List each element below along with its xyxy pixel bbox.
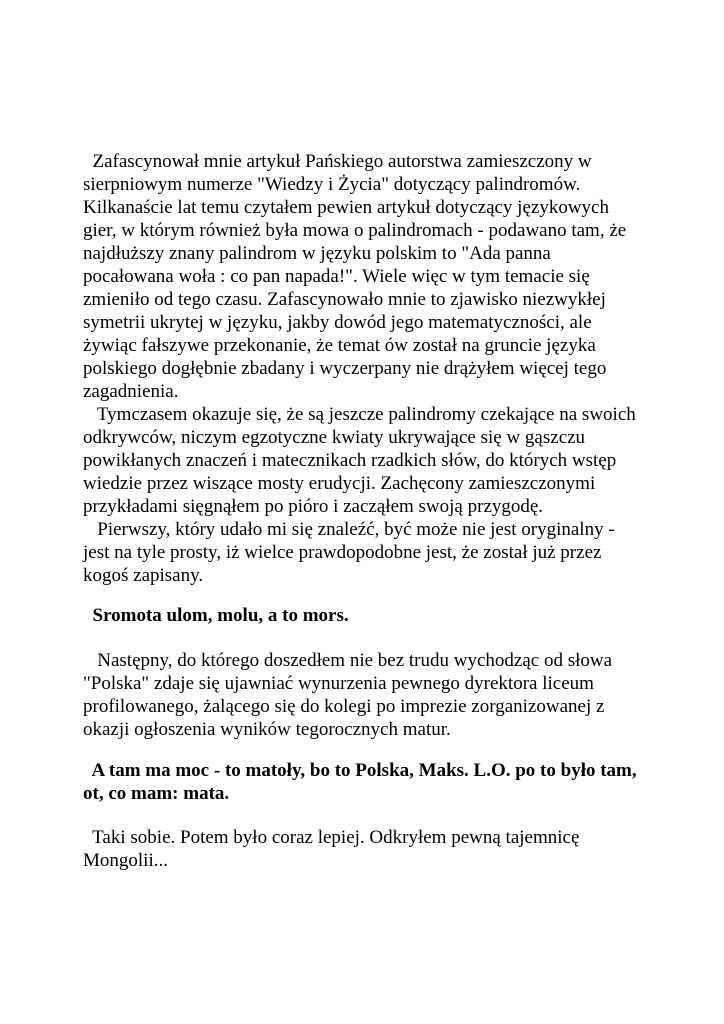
paragraph-2-line: odkrywców, niczym egzotyczne kwiaty ukrywające się w gąszczu — [83, 427, 586, 448]
paragraph-2-line: powikłanych znaczeń i matecznikach rzadkich słów, do których wstęp — [83, 450, 617, 471]
paragraph-2-line: Tymczasem okazuje się, że są jeszcze palindromy czekające na swoich — [83, 404, 636, 425]
palindrome-2-line: A tam ma moc - to matoły, bo to Polska, Maks. L.O. po to było tam, — [83, 760, 637, 781]
paragraph-4-line: profilowanego, żalącego się do kolegi po imprezie zorganizowanej z — [83, 696, 605, 717]
paragraph-1-line: Zafascynował mnie artykuł Pańskiego autorstwa zamieszczony w — [83, 151, 592, 172]
paragraph-1-line: najdłuższy znany palindrom w języku polskim to "Ada panna — [83, 243, 551, 264]
closing-line: Taki sobie. Potem było coraz lepiej. Odkryłem pewną tajemnicę — [83, 827, 580, 848]
paragraph-2-line: przykładami sięgnąłem po pióro i zacząłem swoją przygodę. — [83, 496, 544, 517]
paragraph-1-line: symetrii ukrytej w języku, jakby dowód jego matematyczności, ale — [83, 312, 592, 333]
paragraph-1-line: zagadnienia. — [83, 381, 179, 402]
paragraph-1-line: polskiego dogłębnie zbadany i wyczerpany nie drążyłem więcej tego — [83, 358, 607, 379]
paragraph-3-line: kogoś zapisany. — [83, 565, 204, 586]
paragraph-1-line: pocałowana woła : co pan napada!". Wiele więc w tym temacie się — [83, 266, 590, 287]
paragraph-4-line: okazji ogłoszenia wyników tegorocznych matur. — [83, 719, 451, 740]
paragraph-3-line: Pierwszy, który udało mi się znaleźć, być może nie jest oryginalny - — [83, 519, 615, 540]
paragraph-1-line: gier, w którym również była mowa o palindromach - podawano tam, że — [83, 220, 627, 241]
palindrome-2-line: ot, co mam: mata. — [83, 783, 230, 804]
paragraph-4-line: Następny, do którego doszedłem nie bez trudu wychodząc od słowa — [83, 650, 613, 671]
paragraph-1-line: Kilkanaście lat temu czytałem pewien artykuł dotyczący językowych — [83, 197, 609, 218]
palindrome-1: Sromota ulom, molu, a to mors. — [83, 605, 349, 626]
paragraph-1-line: sierpniowym numerze "Wiedzy i Życia" dotyczący palindromów. — [83, 174, 581, 195]
paragraph-2-line: wiedzie przez wiszące mosty erudycji. Zachęcony zamieszczonymi — [83, 473, 596, 494]
paragraph-1-line: żywiąc fałszywe przekonanie, że temat ów został na gruncie języka — [83, 335, 596, 356]
closing-line: Mongolii... — [83, 850, 168, 871]
paragraph-4-line: "Polska" zdaje się ujawniać wynurzenia pewnego dyrektora liceum — [83, 673, 594, 694]
paragraph-1-line: zmieniło od tego czasu. Zafascynowało mnie to zjawisko niezwykłej — [83, 289, 606, 310]
paragraph-3-line: jest na tyle prosty, iż wielce prawdopodobne jest, że został już przez — [83, 542, 602, 563]
